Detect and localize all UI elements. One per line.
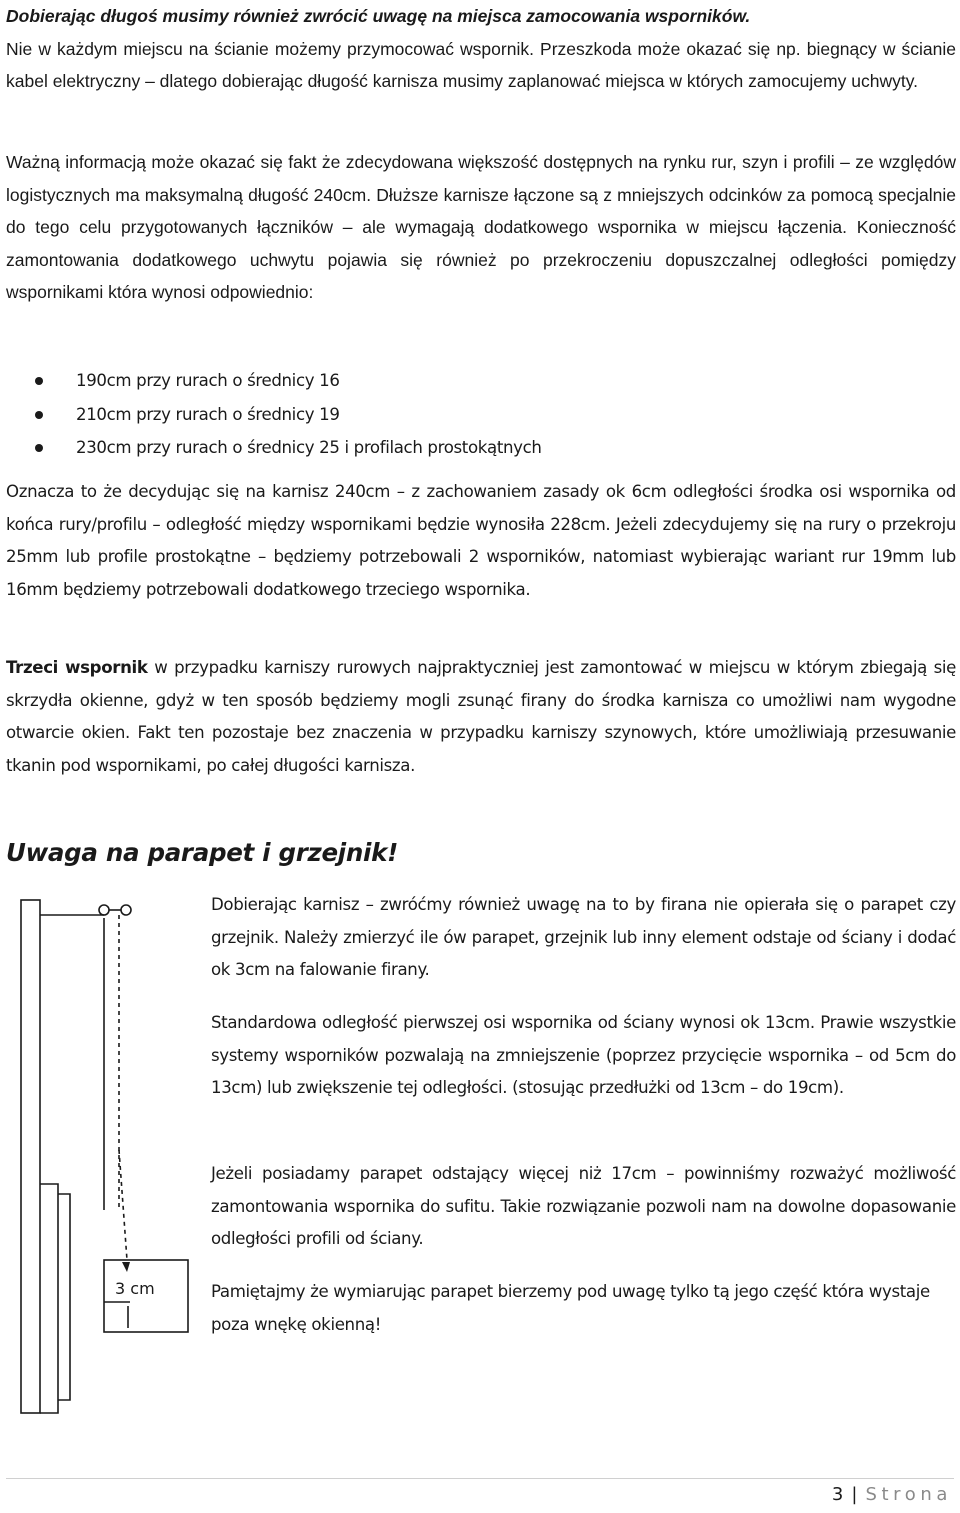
footer-separator: | (851, 1484, 858, 1505)
intro-title: Dobierając długoś musimy również zwrócić uwagę na miejsca zamocowania wsporników. (6, 6, 751, 26)
page-footer (832, 1484, 952, 1505)
bullet-icon (35, 444, 43, 452)
intro-section (6, 0, 956, 98)
third-support-bold: Trzeci wspornik (6, 658, 148, 677)
list-item: 210cm przy rurach o średnicy 19 (35, 399, 542, 433)
info-paragraph: Ważną informacją może okazać się fakt że zdecydowana większość dostępnych na rynku rur, szyn i profili – ze względów logistycznych ma maksymalną długość 240cm. Dłuższe karnisze łączone są z mniejszych odcinków za pomocą specjalnie do tego celu przygotowanych łączników – ale wymagają dodatkowego wspornika w miejscu łączenia. Konieczność zamontowania dodatkowego uchwytu pojawia się również po przekroczeniu dopuszczalnej odległości pomiędzy wspornikami która wynosi odpowiednio: (6, 152, 956, 302)
rod-end-icon (121, 905, 131, 915)
footer-word: Strona (865, 1484, 952, 1505)
list-item: 190cm przy rurach o średnicy 16 (35, 365, 542, 399)
third-support-text: w przypadku karniszy rurowych najpraktyczniej jest zamontować w miejscu w którym zbiegają się skrzydła okienne, gdyż w ten sposób będziemy mogli zsunąć firany do środka karnisza co umożliwi nam wygodne otwarcie okien. Fakt ten pozostaje bez znaczenia w przypadku karniszy szynowych, które umożliwiają przesuwanie tkanin pod wspornikami, po całej długości karnisza. (6, 658, 957, 775)
bullet-icon (35, 377, 43, 385)
radiator-inner (58, 1194, 70, 1400)
section-paragraph: Standardowa odległość pierwszej osi wspornika od ściany wynosi ok 13cm. Prawie wszystkie systemy wsporników pozwalają na zmniejszenie (poprzez przycięcie wspornika – od 5cm do 13cm) lub zwiększenie tej odległości. (stosując przedłużki od 13cm – do 19cm). (211, 1013, 956, 1098)
section-heading: Uwaga na parapet i grzejnik! (6, 838, 398, 867)
section-paragraph: Dobierając karnisz – zwróćmy również uwagę na to by firana nie opierała się o parapet czy grzejnik. Należy zmierzyć ile ów parapet, grzejnik lub inny element odstaje od ściany i dodać ok 3cm na falowanie firany. (211, 895, 956, 980)
section-paragraph: Jeżeli posiadamy parapet odstający więcej niż 17cm – powinniśmy rozważyć możliwość zamontowania wspornika do sufitu. Takie rozwiązanie pozwoli nam na dowolne dopasowanie odległości profili od ściany. (211, 1164, 956, 1249)
curtain-diagram (0, 880, 200, 1420)
curtain-slope-line (119, 1150, 127, 1260)
intro-text: Nie w każdym miejscu na ścianie możemy przymocować wspornik. Przeszkoda może okazać się np. biegnący w ścianie kabel elektryczny – dlatego dobierając długość karnisza musimy zaplanować miejsca w których zamocujemy uchwyty. (6, 38, 956, 91)
bullet-icon (35, 411, 43, 419)
arrow-down-icon (122, 1262, 130, 1272)
distance-list (35, 365, 542, 466)
page-number: 3 (831, 1484, 844, 1505)
section-paragraph: Pamiętajmy że wymiarując parapet bierzemy pod uwagę tylko tą jego część która wystaje poza wnękę okienną! (211, 1282, 930, 1334)
list-item: 230cm przy rurach o średnicy 25 i profilach prostokątnych (35, 432, 542, 466)
third-support-paragraph (6, 652, 956, 782)
measure-label: 3 cm (115, 1279, 155, 1298)
example-paragraph: Oznacza to że decydując się na karnisz 240cm – z zachowaniem zasady ok 6cm odległości środka osi wspornika od końca rury/profilu – odległość między wspornikami będzie wynosiła 228cm. Jeżeli zdecydujemy się na rury o przekroju 25mm lub profile prostokątne – będziemy potrzebowali 2 wsporników, natomiast wybierając wariant rur 19mm lub 16mm będziemy potrzebowali dodatkowego trzeciego wspornika. (6, 482, 956, 599)
footer-rule (6, 1478, 954, 1479)
radiator-outline (40, 1184, 58, 1413)
rod-ring-icon (99, 905, 109, 915)
wall-outline (21, 900, 40, 1413)
